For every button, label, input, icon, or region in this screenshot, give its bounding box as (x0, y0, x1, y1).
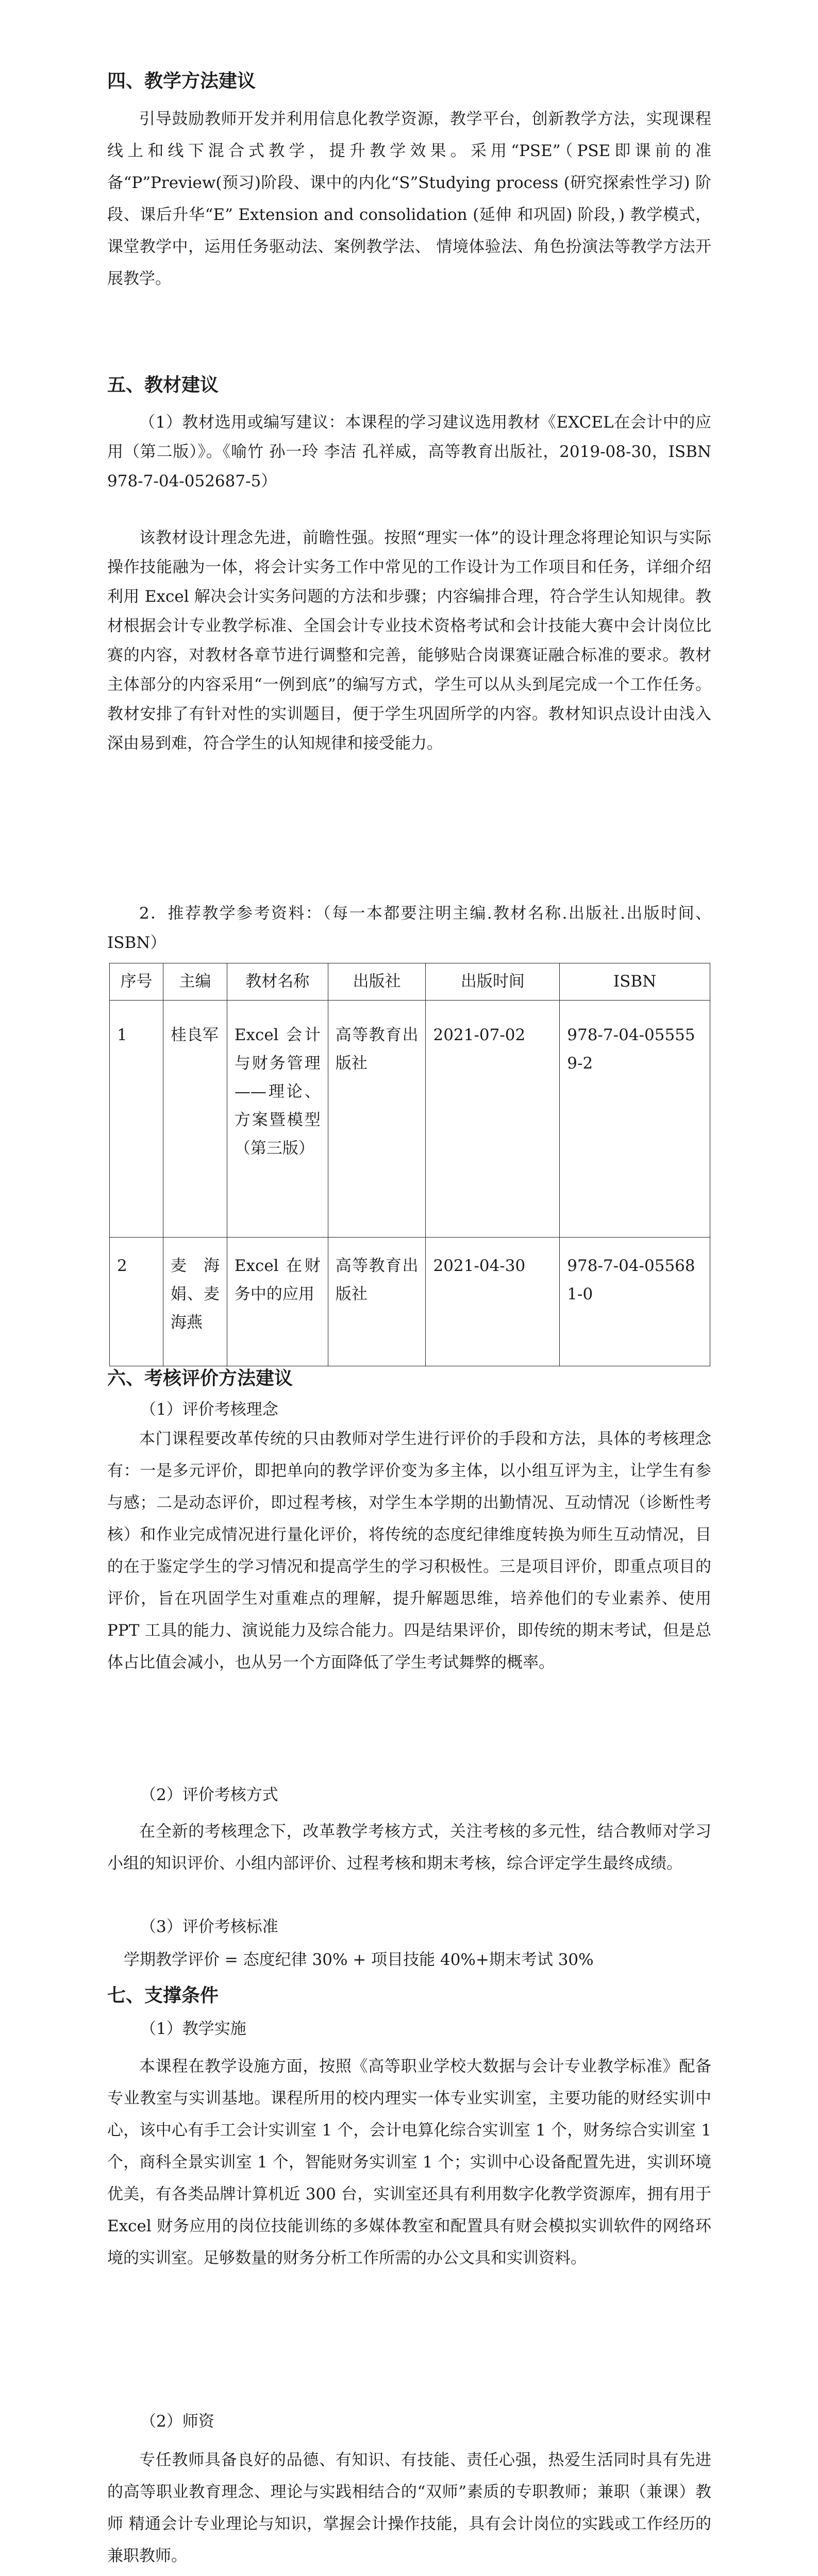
textbook-description-paragraph: 该教材设计理念先进，前瞻性强。按照“理实一体”的设计理念将理论知识与实际操作技能融为一体，将会计实务工作中常见的工作设计为工作项目和任务，详细介绍利用 Excel 解决会计实务问题的方法和步骤；内容编排合理，符合学生认知规律。教材根据会计专业教学标准、全国会计专业技术资格考试和会计技能大赛中会计岗位比赛的内容，对教材各章节进行调整和完善，能够贴合岗课赛证融合标准的要求。教材主体部分的内容采用“一例到底”的编写方式，学生可以从头到尾完成一个工作任务。教材安排了有针对性的实训题目，便于学生巩固所学的内容。教材知识点设计由浅入深由易到难，符合学生的认知规律和接受能力。 (107, 529, 711, 753)
teaching-methods-paragraph: 引导鼓励教师开发并利用信息化教学资源，教学平台，创新教学方法，实现课程线上和线下混合式教学，提升教学效果。采用“PSE”（PSE即课前的准备“P”Preview(预习)阶段、课中的内化“S”Studying process (研究探索性学习) 阶段、课后升华“E” Extension and consolidation (延伸 和巩固) 阶段，) 教学模式，课堂教学中，运用任务驱动法、案例教学法、 情境体验法、角色扮演法等教学方法开展教学。 (107, 110, 711, 288)
table-cell: 2 (110, 1238, 163, 1366)
reference-books-table (109, 963, 710, 1366)
assessment-formula: 学期教学评价 = 态度纪律 30% + 项目技能 40%+期末考试 30% (124, 1951, 594, 1969)
table-header-cell: 出版时间 (426, 963, 560, 1001)
teaching-implementation-subheading: （1）教学实施 (140, 2020, 246, 2038)
teaching-implementation-paragraph: 本课程在教学设施方面，按照《高等职业学校大数据与会计专业教学标准》配备专业教室与实训基地。课程所用的校内理实一体专业实训室，主要功能的财经实训中心，该中心有手工会计实训室 1 个，会计电算化综合实训室 1 个，财务综合实训室 1 个，商科全景实训室 1 个，智能财务实训室 1 个；实训中心设备配置先进，实训环境优美，有各类品牌计算机近 300 台，实训室还具有利用数字化教学资源库，拥有用于 Excel 财务应用的岗位技能训练的多媒体教室和配置具有财会模拟实训软件的网络环境的实训室。足够数量的财务分析工作所需的办公文具和实训资料。 (107, 2057, 711, 2267)
table-cell: 高等教育出版社 (328, 1238, 426, 1366)
table-header-cell: 序号 (110, 963, 163, 1001)
section-heading-textbooks: 五、教材建议 (107, 375, 219, 396)
assessment-method-paragraph: 在全新的考核理念下，改革教学考核方式，关注考核的多元性，结合教师对学习小组的知识评价、小组内部评价、过程考核和期末考核，综合评定学生最终成绩。 (107, 1822, 711, 1873)
section-heading-teaching-methods: 四、教学方法建议 (107, 71, 256, 92)
table-cell: 2021-07-02 (426, 1001, 560, 1238)
section-heading-support: 七、支撑条件 (107, 1985, 219, 2006)
assessment-standard-subheading: （3）评价考核标准 (140, 1918, 278, 1936)
table-row (110, 1001, 710, 1238)
table-cell: 麦海娟、麦海燕 (163, 1238, 227, 1366)
table-cell: 1 (110, 1001, 163, 1238)
table-header-cell: 出版社 (328, 963, 426, 1001)
assessment-concept-paragraph: 本门课程要改革传统的只由教师对学生进行评价的手段和方法，具体的考核理念有：一是多元评价，即把单向的教学评价变为多主体，以小组互评为主，让学生有参与感；二是动态评价，即过程考核，对学生本学期的出勤情况、互动情况（诊断性考核）和作业完成情况进行量化评价，将传统的态度纪律维度转换为师生互动情况，目的在于鉴定学生的学习情况和提高学生的学习积极性。三是项目评价，即重点项目的评价，旨在巩固学生对重难点的理解，提升解题思维，培养他们的专业素养、使用 PPT 工具的能力、演说能力及综合能力。四是结果评价，即传统的期末考试，但是总体占比值会减小，也从另一个方面降低了学生考试舞弊的概率。 (107, 1430, 711, 1672)
table-row (110, 1238, 710, 1366)
table-header-cell: 教材名称 (227, 963, 328, 1001)
textbook-selection-paragraph: （1）教材选用或编写建议：本课程的学习建议选用教材《EXCEL在会计中的应用（第二版）》。《喻竹 孙一玲 李洁 孔祥威，高等教育出版社，2019-08-30，ISBN 978-7-04-052687-5） (107, 413, 711, 490)
table-cell: 2021-04-30 (426, 1238, 560, 1366)
table-header-cell: ISBN (560, 963, 710, 1001)
table-cell: 高等教育出版社 (328, 1001, 426, 1238)
faculty-subheading: （2）师资 (140, 2412, 214, 2431)
reference-materials-intro: 2．推荐教学参考资料：（每一本都要注明主编.教材名称.出版社.出版时间、ISBN） (107, 904, 711, 952)
table-header-cell: 主编 (163, 963, 227, 1001)
section-heading-assessment: 六、考核评价方法建议 (107, 1368, 293, 1389)
table-cell: 桂良军 (163, 1001, 227, 1238)
table-cell: 978-7-04-055559-2 (560, 1001, 710, 1238)
table-header-row (110, 963, 710, 1001)
faculty-paragraph: 专任教师具备良好的品德、有知识、有技能、责任心强，热爱生活同时具有先进的高等职业教育理念、理论与实践相结合的“双师”素质的专职教师；兼职（兼课）教师 精通会计专业理论与知识，掌握会计操作技能，具有会计岗位的实践或工作经历的兼职教师。 (107, 2451, 711, 2565)
table-cell: Excel 在财务中的应用 (227, 1238, 328, 1366)
assessment-concept-subheading: （1）评价考核理念 (140, 1400, 278, 1419)
assessment-method-subheading: （2）评价考核方式 (140, 1786, 278, 1804)
table-cell: Excel 会计与财务管理——理论、方案暨模型（第三版） (227, 1001, 328, 1238)
table-cell: 978-7-04-055681-0 (560, 1238, 710, 1366)
